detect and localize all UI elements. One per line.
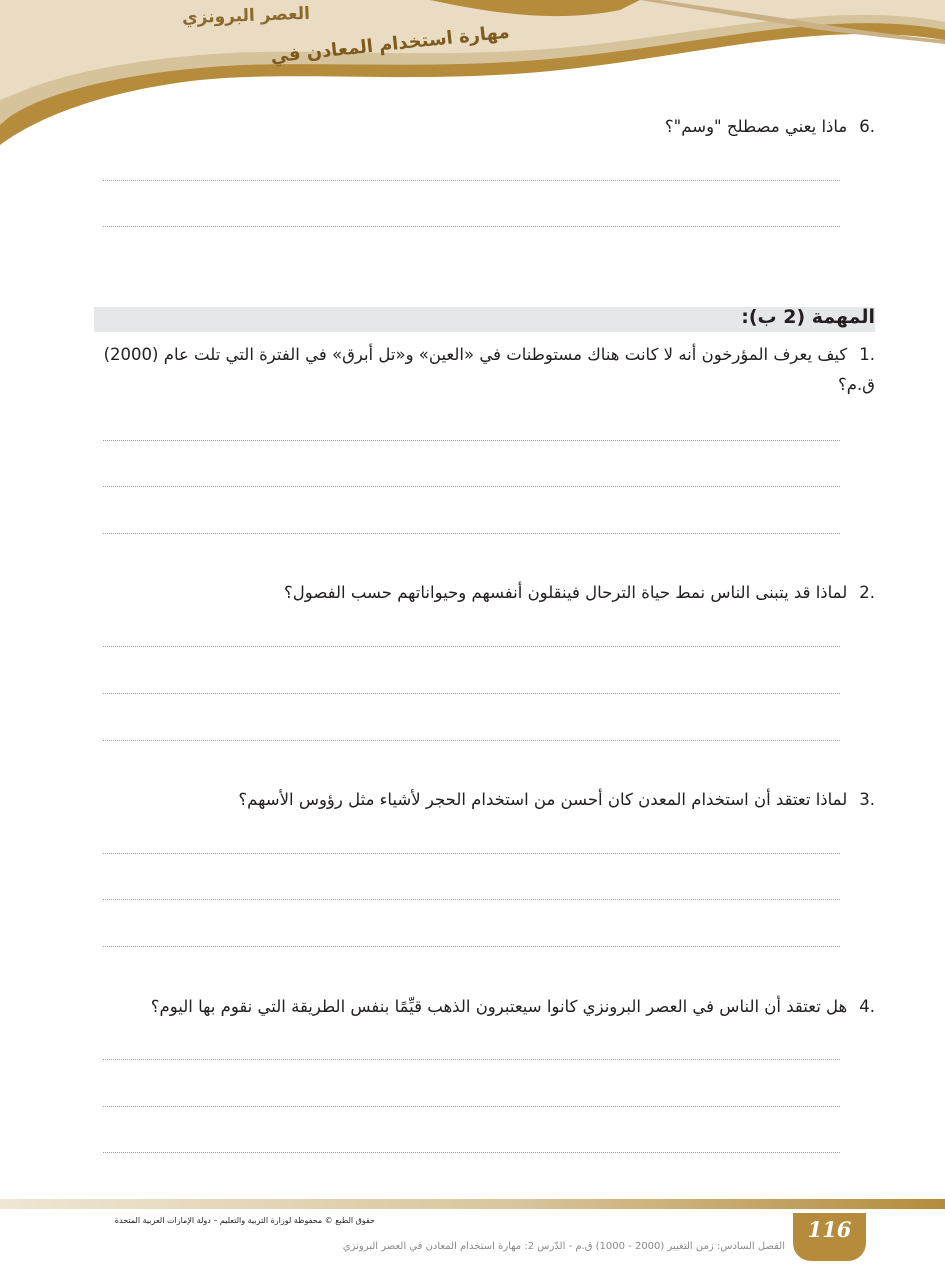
task-question-3	[238, 785, 875, 815]
answer-line[interactable]	[103, 693, 840, 694]
question-text: لماذا قد يتبنى الناس نمط حياة الترحال فينقلون أنفسهم وحيواناتهم حسب الفصول؟	[284, 583, 848, 602]
answer-line[interactable]	[103, 533, 840, 534]
question-number: .4	[859, 997, 875, 1016]
answer-line[interactable]	[103, 646, 840, 647]
task-question-2	[284, 578, 875, 608]
question-number: .2	[859, 583, 875, 602]
banner-title-line1: العصر البرونزي	[181, 3, 311, 29]
answer-line[interactable]	[103, 1059, 840, 1060]
question-number: .3	[859, 790, 875, 809]
answer-line[interactable]	[103, 946, 840, 947]
question-text: ماذا يعني مصطلح "وسم"؟	[664, 117, 848, 136]
question-6	[665, 112, 875, 142]
copyright-text: حقوق الطبع © محفوظة لوزارة التربية والتعليم – دولة الإمارات العربية المتحدة	[114, 1216, 375, 1225]
answer-line[interactable]	[103, 740, 840, 741]
task-title: المهمة (2 ب):	[741, 306, 875, 328]
question-number: .1	[859, 345, 875, 364]
task-question-4	[151, 992, 875, 1022]
answer-line[interactable]	[103, 1106, 840, 1107]
footer-band	[0, 1195, 945, 1215]
answer-line[interactable]	[103, 440, 840, 441]
chapter-info: الفصل السادس: زمن التغيير (2000 - 1000) ق.م - الدّرس 2: مهارة استخدام المعادن في العصر البرونزي	[342, 1241, 785, 1252]
question-text: هل تعتقد أن الناس في العصر البرونزي كانوا سيعتبرون الذهب قيِّمًا بنفس الطريقة التي نقوم بها اليوم؟	[150, 997, 848, 1016]
answer-line[interactable]	[103, 226, 840, 227]
banner-title-line2: مهارة استخدام المعادن في	[269, 21, 511, 68]
page-number: 116	[807, 1217, 852, 1242]
answer-line[interactable]	[103, 899, 840, 900]
question-text: كيف يعرف المؤرخون أنه لا كانت هناك مستوطنات في «العين» و«تل أبرق» في الفترة التي تلت عام (2000) ق.م؟	[103, 345, 875, 394]
answer-line[interactable]	[103, 486, 840, 487]
question-number: .6	[859, 117, 875, 136]
question-text: لماذا تعتقد أن استخدام المعدن كان أحسن من استخدام الحجر لأشياء مثل رؤوس الأسهم؟	[238, 790, 848, 809]
task-question-1	[95, 340, 875, 400]
answer-line[interactable]	[103, 853, 840, 854]
answer-line[interactable]	[103, 1152, 840, 1153]
answer-line[interactable]	[103, 180, 840, 181]
